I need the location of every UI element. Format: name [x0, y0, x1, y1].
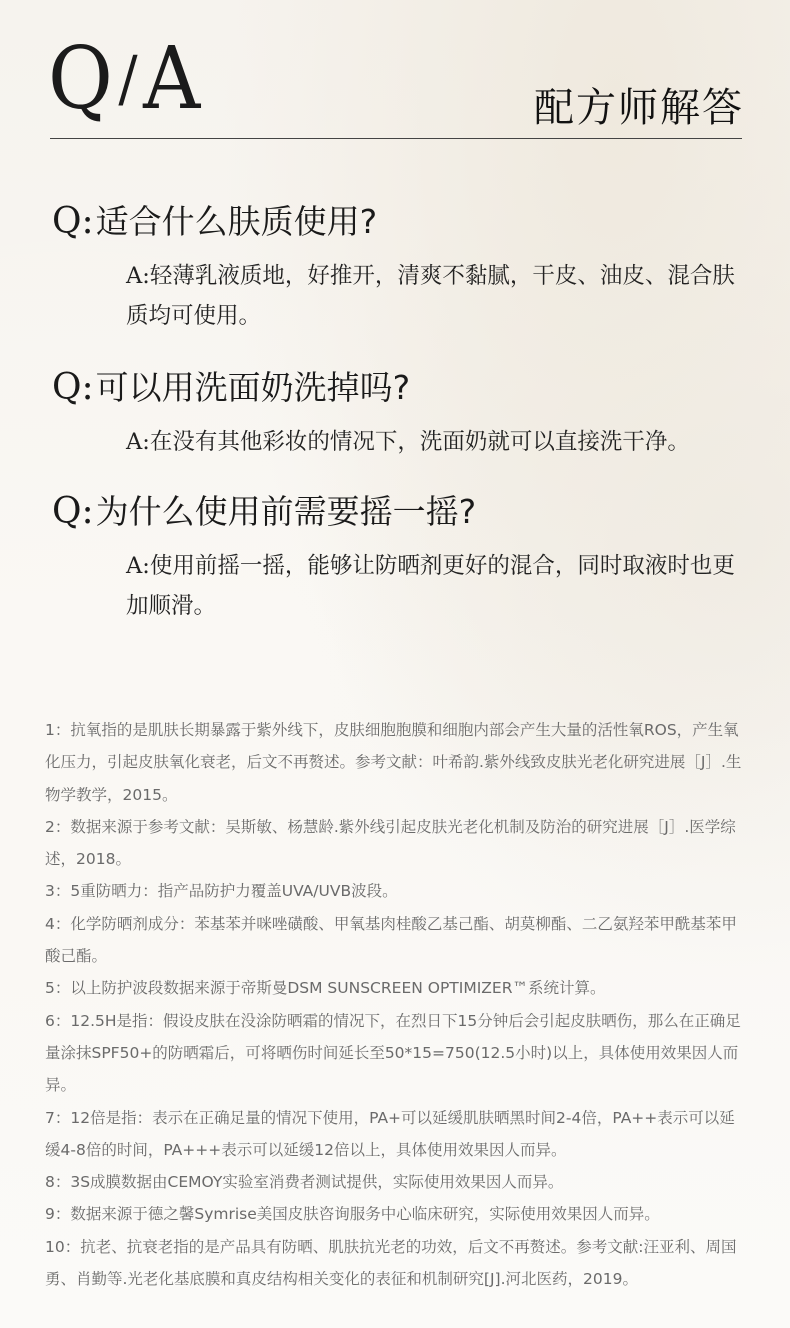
question-prefix: Q:: [52, 201, 94, 242]
qa-item-skin-type: [52, 200, 752, 336]
logo-q: Q: [48, 29, 113, 129]
footnote-3: 3：5重防晒力：指产品防护力覆盖UVA/UVB波段。: [45, 882, 398, 901]
question-heading: [52, 490, 752, 534]
footnote-9: 9：数据来源于德之馨Symrise美国皮肤咨询服务中心临床研究，实际使用效果因人而异。: [45, 1205, 660, 1224]
footnote-2: 2：数据来源于参考文献：吴斯敏、杨慧龄.紫外线引起皮肤光老化机制及防治的研究进展［J］.医学综述，2018。: [45, 817, 736, 869]
answer-prefix: A:: [126, 553, 150, 579]
question-heading: [52, 200, 752, 244]
answer-text: 在没有其他彩妆的情况下，洗面奶就可以直接洗干净。: [149, 429, 690, 455]
logo-a: A: [143, 29, 201, 129]
question-text: 适合什么肤质使用?: [95, 202, 378, 241]
qa-item-cleanser: [52, 366, 752, 462]
answer-prefix: A:: [126, 263, 150, 289]
logo-slash: /: [118, 42, 138, 115]
answer-paragraph: [126, 422, 748, 462]
qa-item-shake: [52, 490, 752, 626]
answer-paragraph: [126, 256, 748, 336]
footnote-5: 5：以上防护波段数据来源于帝斯曼DSM SUNSCREEN OPTIMIZER™系统计算。: [45, 979, 606, 998]
footnote-8: 8：3S成膜数据由CEMOY实验室消费者测试提供，实际使用效果因人而异。: [45, 1173, 564, 1192]
question-heading: [52, 366, 752, 410]
qa-logo: [48, 29, 201, 129]
question-text: 可以用洗面奶洗掉吗?: [95, 368, 411, 407]
footnote-4: 4：化学防晒剂成分：苯基苯并咪唑磺酸、甲氧基肉桂酸乙基己酯、胡莫柳酯、二乙氨羟苯甲酰基苯甲酸己酯。: [45, 914, 737, 966]
footnote-6: 6：12.5H是指：假设皮肤在没涂防晒霜的情况下，在烈日下15分钟后会引起皮肤晒伤，那么在正确足量涂抹SPF50+的防晒霜后，可将晒伤时间延长至50*15=750(12.5小时)以上，具体使用效果因人而异。: [45, 1011, 741, 1095]
footnote-7: 7：12倍是指：表示在正确足量的情况下使用，PA+可以延缓肌肤晒黑时间2-4倍，PA++表示可以延缓4-8倍的时间，PA+++表示可以延缓12倍以上，具体使用效果因人而异。: [45, 1108, 735, 1159]
footnotes: [45, 714, 748, 1295]
footnote-1: 1：抗氧指的是肌肤长期暴露于紫外线下，皮肤细胞胞膜和细胞内部会产生大量的活性氧ROS，产生氧化压力，引起皮肤氧化衰老，后文不再赘述。参考文献：叶希韵.紫外线致皮肤光老化研究进展［J］.生物学教学，2015。: [45, 721, 742, 804]
footnote-10: 10：抗老、抗衰老指的是产品具有防晒、肌肤抗光老的功效，后文不再赘述。参考文献:汪亚利、周国勇、肖勤等.光老化基底膜和真皮结构相关变化的表征和机制研究[J].河北医药，2019。: [45, 1237, 737, 1289]
question-prefix: Q:: [52, 367, 94, 408]
answer-prefix: A:: [126, 429, 150, 455]
question-prefix: Q:: [52, 491, 94, 532]
answer-paragraph: [126, 546, 748, 626]
page-title: 配方师解答: [534, 85, 744, 131]
header-divider: [50, 138, 742, 139]
answer-text: 轻薄乳液质地，好推开，清爽不黏腻，干皮、油皮、混合肤质均可使用。: [126, 263, 735, 329]
answer-text: 使用前摇一摇，能够让防晒剂更好的混合，同时取液时也更加顺滑。: [126, 553, 735, 619]
question-text: 为什么使用前需要摇一摇?: [95, 492, 477, 531]
